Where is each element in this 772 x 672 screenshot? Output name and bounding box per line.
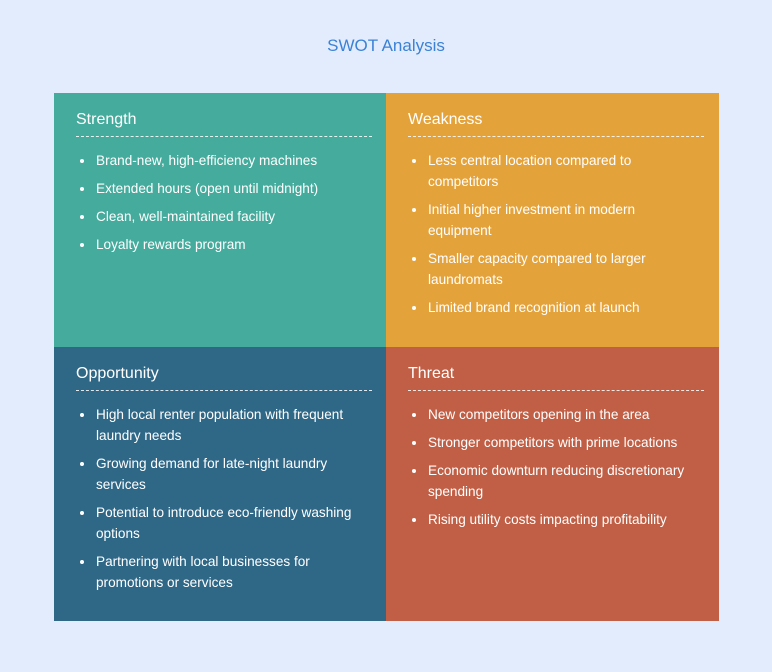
list-item: Loyalty rewards program xyxy=(76,234,366,255)
quadrant-title-strength: Strength xyxy=(76,110,372,137)
quadrant-title-weakness: Weakness xyxy=(408,110,704,137)
list-item: Potential to introduce eco-friendly washing options xyxy=(76,502,366,544)
item-list-opportunity xyxy=(76,404,366,593)
list-item: Less central location compared to competitors xyxy=(408,150,698,192)
quadrant-weakness xyxy=(386,93,719,347)
item-list-strength xyxy=(76,150,366,255)
list-item: High local renter population with frequent laundry needs xyxy=(76,404,366,446)
quadrant-opportunity xyxy=(54,347,386,621)
diagram-title: SWOT Analysis xyxy=(327,36,445,55)
list-item: Extended hours (open until midnight) xyxy=(76,178,366,199)
quadrant-strength xyxy=(54,93,386,347)
list-item: Partnering with local businesses for promotions or services xyxy=(76,551,366,593)
item-list-weakness xyxy=(408,150,698,318)
list-item: Rising utility costs impacting profitability xyxy=(408,509,698,530)
quadrant-title-threat: Threat xyxy=(408,364,704,391)
list-item: Clean, well-maintained facility xyxy=(76,206,366,227)
list-item: Economic downturn reducing discretionary spending xyxy=(408,460,698,502)
list-item: Limited brand recognition at launch xyxy=(408,297,698,318)
list-item: Brand-new, high-efficiency machines xyxy=(76,150,366,171)
list-item: Initial higher investment in modern equipment xyxy=(408,199,698,241)
quadrant-title-opportunity: Opportunity xyxy=(76,364,372,391)
item-list-threat xyxy=(408,404,698,530)
list-item: Stronger competitors with prime locations xyxy=(408,432,698,453)
list-item: New competitors opening in the area xyxy=(408,404,698,425)
list-item: Smaller capacity compared to larger laundromats xyxy=(408,248,698,290)
swot-grid xyxy=(54,93,719,621)
quadrant-threat xyxy=(386,347,719,621)
list-item: Growing demand for late-night laundry services xyxy=(76,453,366,495)
